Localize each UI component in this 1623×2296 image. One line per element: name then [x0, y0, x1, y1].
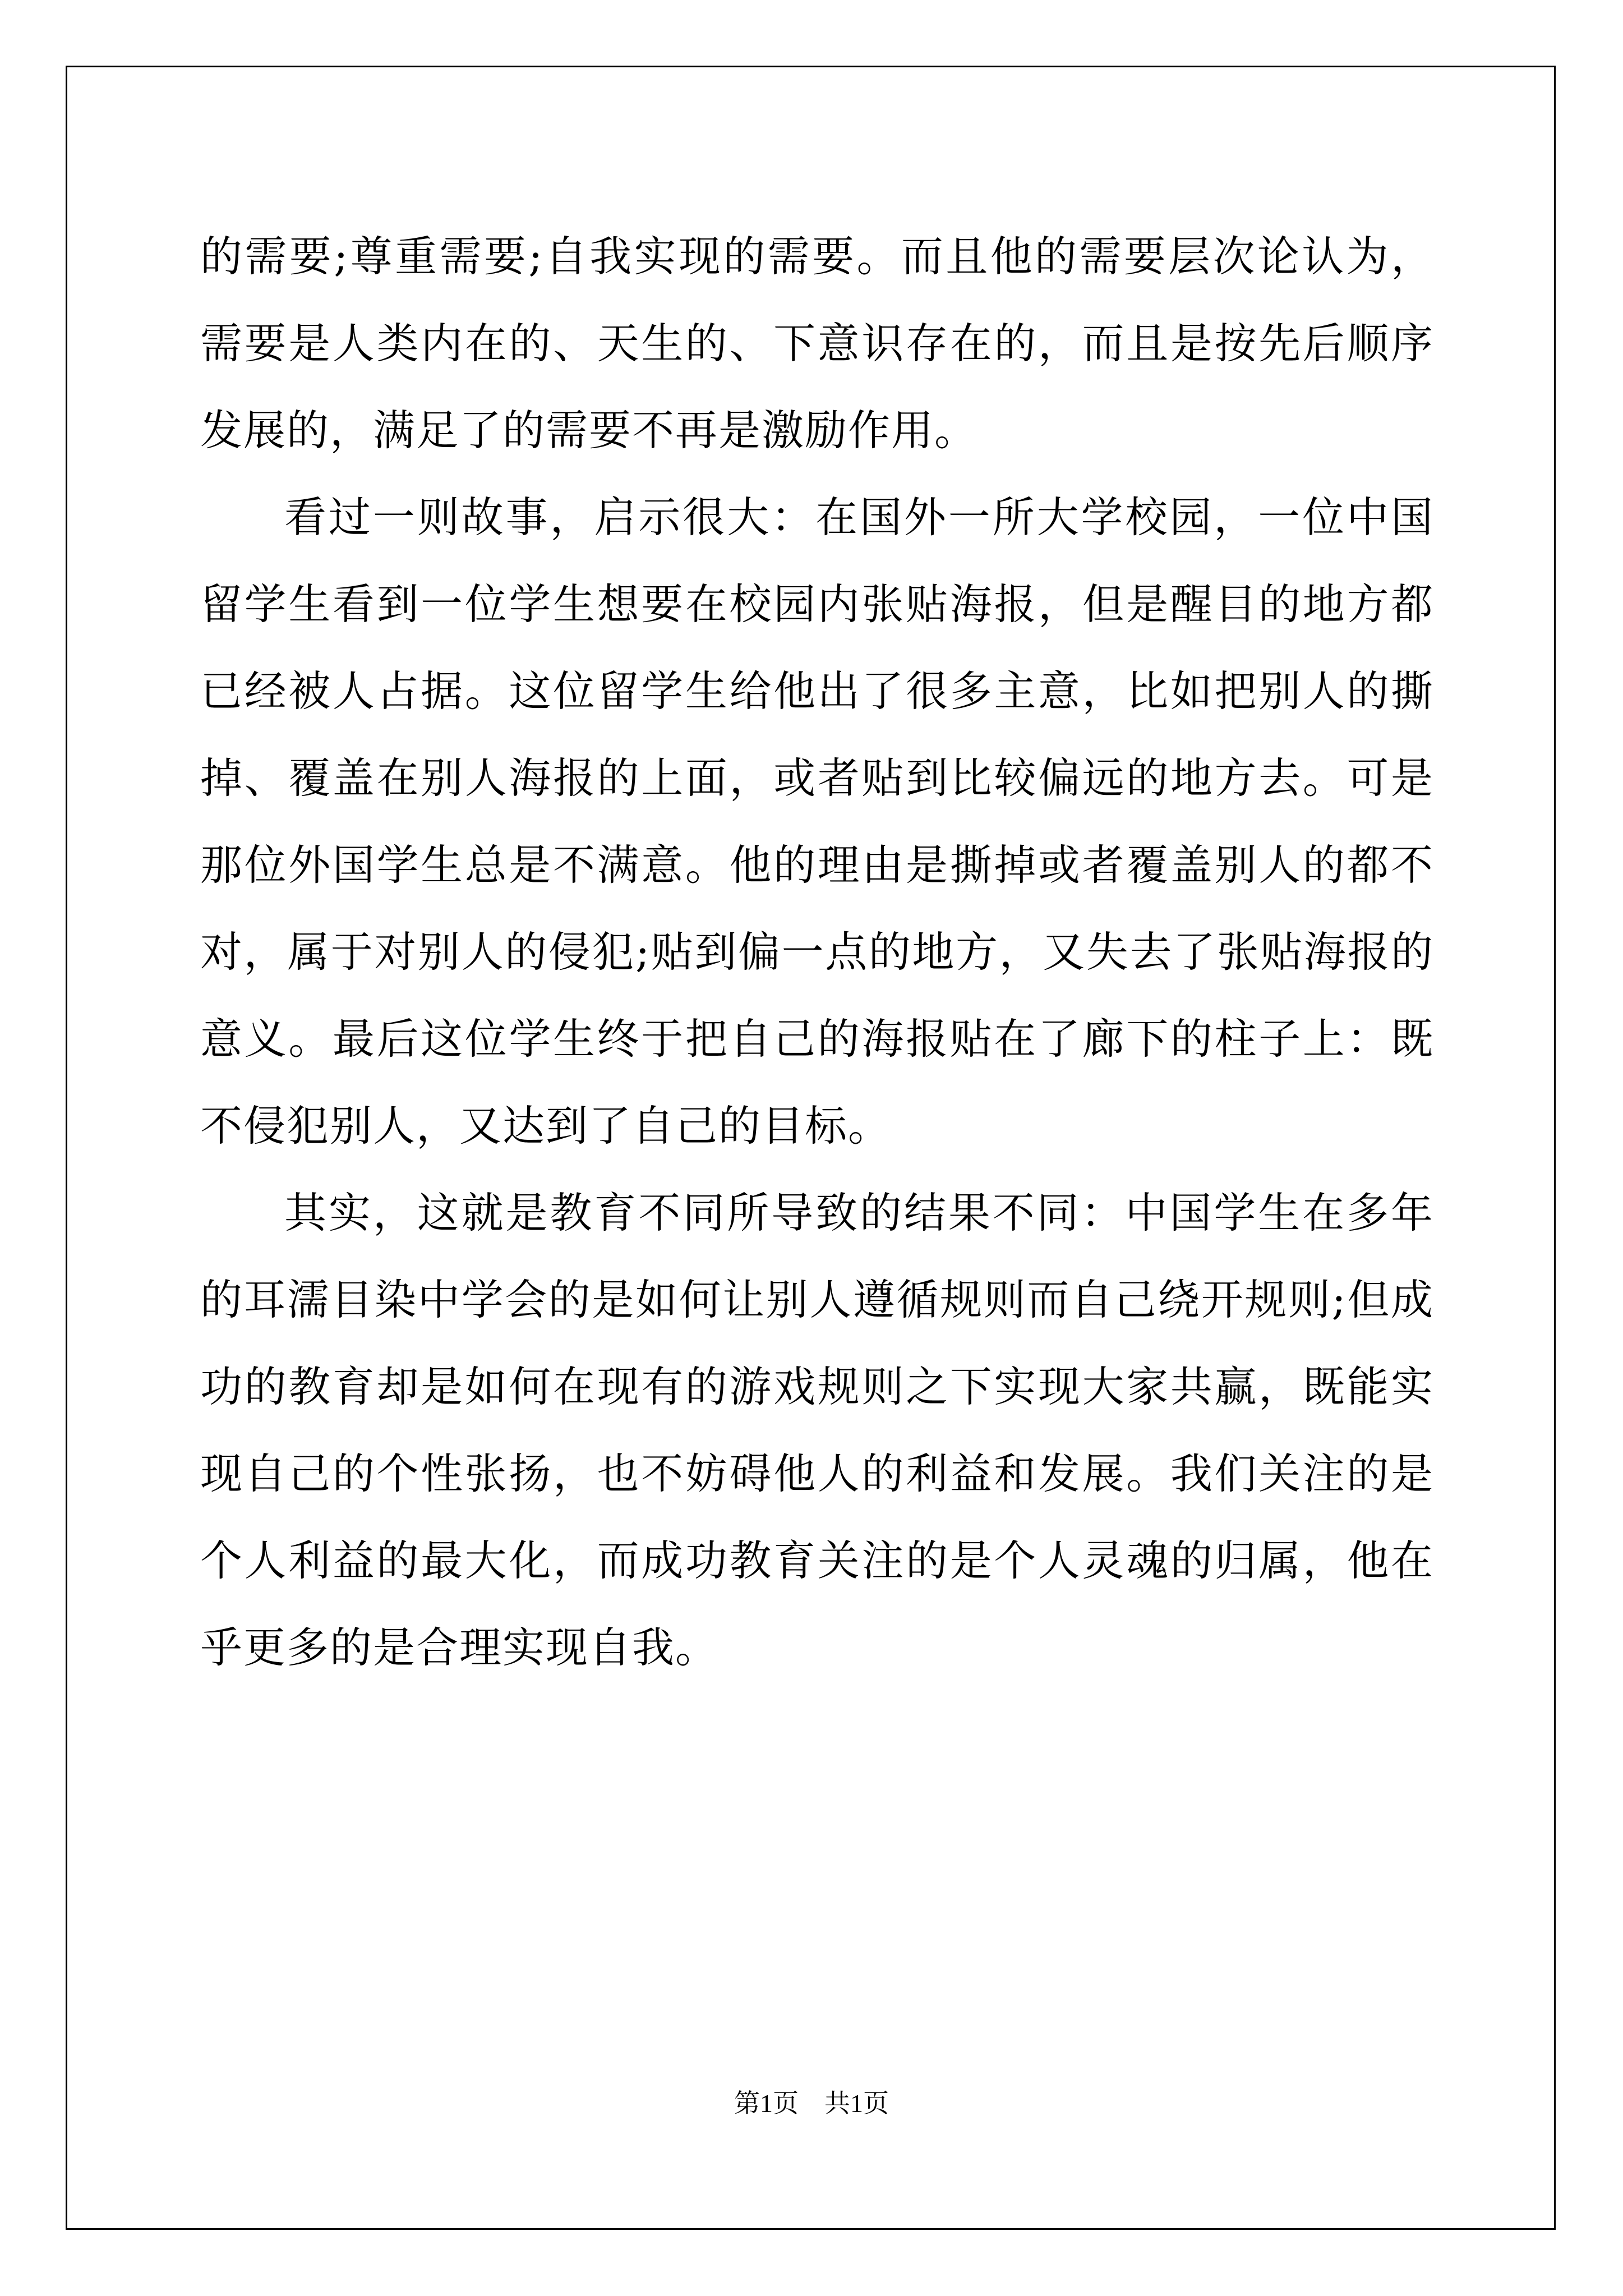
page-total: 共1页: [824, 2089, 889, 2118]
paragraph-continuation: 的需要;尊重需要;自我实现的需要。而且他的需要层次论认为，需要是人类内在的、天生的、下意识存在的，而且是按先后顺序发展的，满足了的需要不再是激励作用。: [200, 232, 1434, 455]
paragraph-story: 看过一则故事，启示很大：在国外一所大学校园，一位中国留学生看到一位学生想要在校园内张贴海报，但是醒目的地方都已经被人占据。这位留学生给他出了很多主意，比如把别人的撕掉、覆盖在别人海报的上面，或者贴到比较偏远的地方去。可是那位外国学生总是不满意。他的理由是撕掉或者覆盖别人的都不对，属于对别人的侵犯;贴到偏一点的地方，又失去了张贴海报的意义。最后这位学生终于把自己的海报贴在了廊下的柱子上：既不侵犯别人，又达到了自己的目标。: [200, 493, 1434, 1151]
document-body: [200, 213, 1434, 1691]
paragraph-conclusion: 其实，这就是教育不同所导致的结果不同：中国学生在多年的耳濡目染中学会的是如何让别人遵循规则而自己绕开规则;但成功的教育却是如何在现有的游戏规则之下实现大家共赢，既能实现自己的个性张扬，也不妨碍他人的利益和发展。我们关注的是个人利益的最大化，而成功教育关注的是个人灵魂的归属，他在乎更多的是合理实现自我。: [200, 1188, 1434, 1672]
page-number: 第1页: [734, 2089, 799, 2118]
page-footer: [0, 2087, 1623, 2120]
